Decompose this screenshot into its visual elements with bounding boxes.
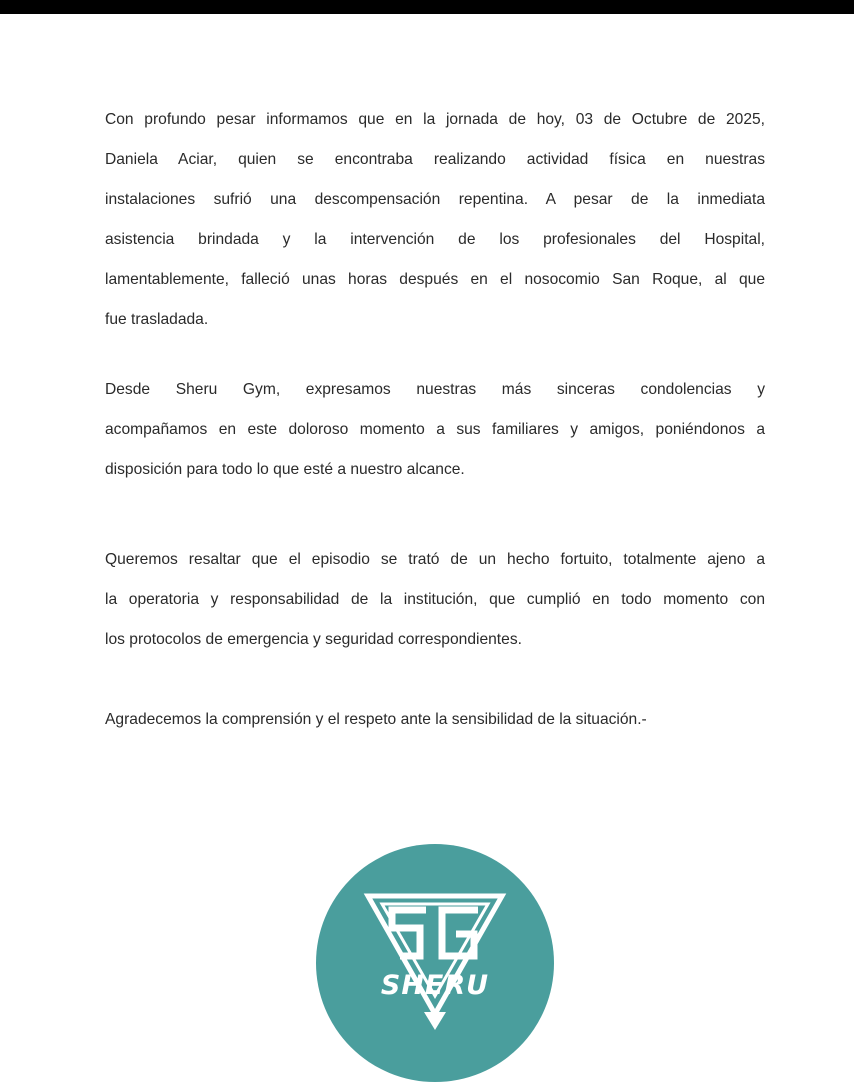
text-line: los protocolos de emergencia y seguridad correspondientes. bbox=[105, 631, 522, 648]
paragraph-statement bbox=[105, 540, 765, 660]
text-line: la operatoria y responsabilidad de la institución, que cumplió en todo momento con bbox=[105, 591, 765, 608]
triangle-tip-icon bbox=[424, 1012, 446, 1030]
letter-page bbox=[0, 14, 854, 1001]
text-line: instalaciones sufrió una descompensación repentina. A pesar de la inmediata bbox=[105, 191, 765, 208]
sheru-gym-logo bbox=[316, 844, 554, 1082]
paragraph-condolences bbox=[105, 370, 765, 490]
text-line: lamentablemente, falleció unas horas después en el nosocomio San Roque, al que bbox=[105, 271, 765, 288]
text-line: Daniela Aciar, quien se encontraba realizando actividad física en nuestras bbox=[105, 151, 765, 168]
text-line: disposición para todo lo que esté a nuestro alcance. bbox=[105, 461, 465, 478]
paragraph-closing bbox=[105, 700, 765, 740]
text-line: Con profundo pesar informamos que en la jornada de hoy, 03 de Octubre de 2025, bbox=[105, 111, 765, 128]
text-line: Agradecemos la comprensión y el respeto ante la sensibilidad de la situación.- bbox=[105, 711, 647, 728]
text-line: acompañamos en este doloroso momento a sus familiares y amigos, poniéndonos a bbox=[105, 421, 765, 438]
logo-brand-name: SHERU bbox=[380, 970, 490, 1001]
paragraph-announcement bbox=[105, 100, 765, 340]
text-line: Desde Sheru Gym, expresamos nuestras más sinceras condolencias y bbox=[105, 381, 765, 398]
top-black-bar bbox=[0, 0, 854, 14]
sg-monogram-icon bbox=[316, 844, 554, 1082]
text-line: asistencia brindada y la intervención de los profesionales del Hospital, bbox=[105, 231, 765, 248]
text-line: Queremos resaltar que el episodio se trató de un hecho fortuito, totalmente ajeno a bbox=[105, 551, 765, 568]
text-line: fue trasladada. bbox=[105, 311, 209, 328]
g-letter-icon bbox=[442, 910, 478, 956]
